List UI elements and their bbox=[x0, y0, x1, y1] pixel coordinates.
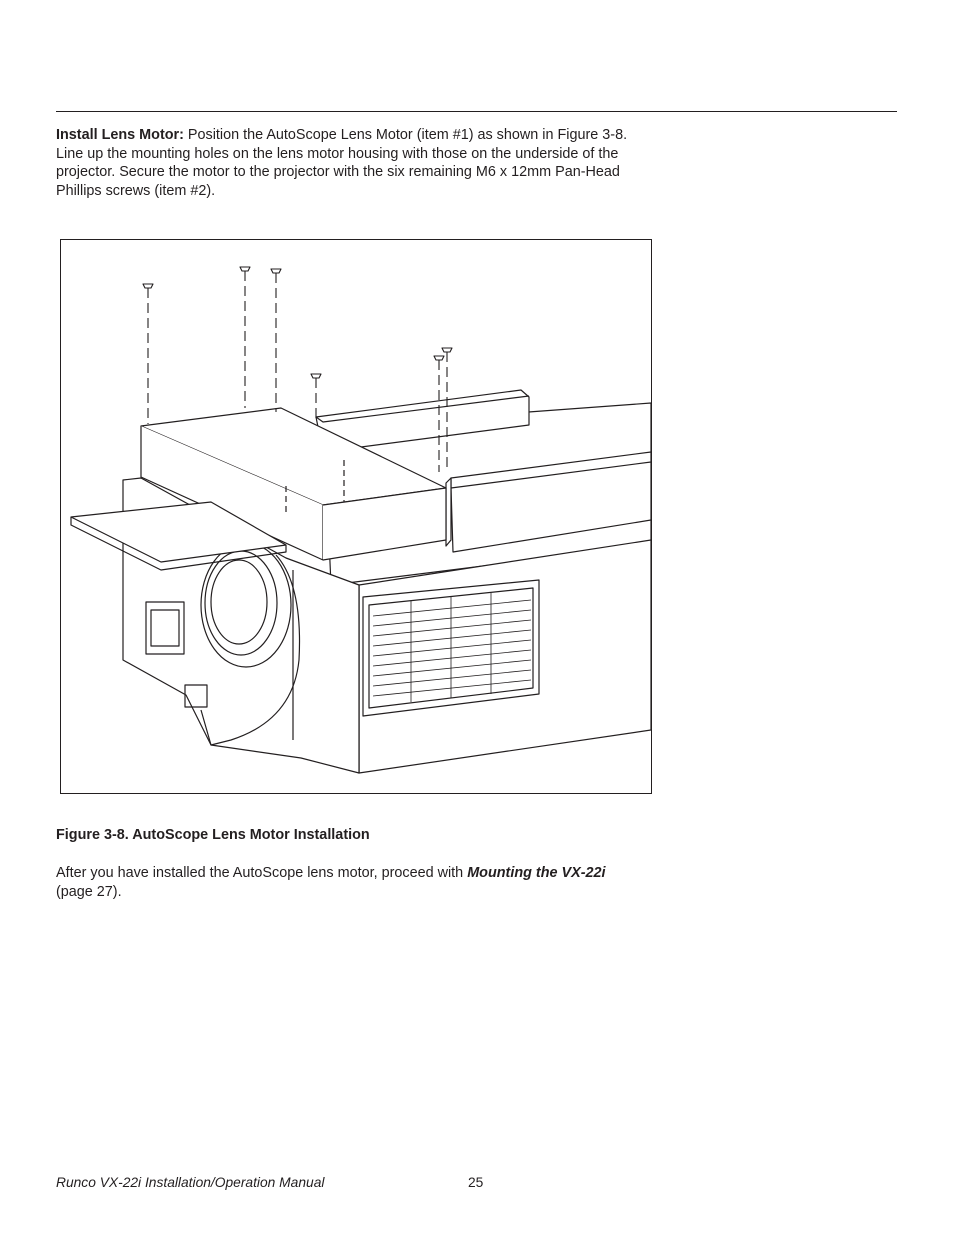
lens-motor-drawing bbox=[61, 240, 651, 793]
mounting-link[interactable]: Mounting the VX-22i bbox=[467, 865, 606, 881]
install-lead: Install Lens Motor: bbox=[56, 127, 184, 143]
footer-page-number: 25 bbox=[468, 1175, 484, 1190]
after-page-ref: (page 27). bbox=[56, 883, 122, 900]
install-paragraph bbox=[56, 126, 656, 200]
after-paragraph bbox=[56, 864, 656, 901]
after-text: After you have installed the AutoScope lens motor, proceed with bbox=[56, 865, 468, 881]
install-text: Position the AutoScope Lens Motor (item #1) as shown in Figure 3-8. Line up the mounting holes on the lens motor housing with those on the underside of the projector. Secure the motor to the projector with the six remaining M6 x 12mm Pan-Head Phillips screws (item #2). bbox=[56, 127, 628, 199]
footer-manual-title: Runco VX-22i Installation/Operation Manual bbox=[56, 1175, 325, 1190]
figure-illustration bbox=[60, 239, 652, 794]
header-rule bbox=[56, 111, 897, 112]
figure-caption: Figure 3-8. AutoScope Lens Motor Installation bbox=[56, 827, 370, 843]
